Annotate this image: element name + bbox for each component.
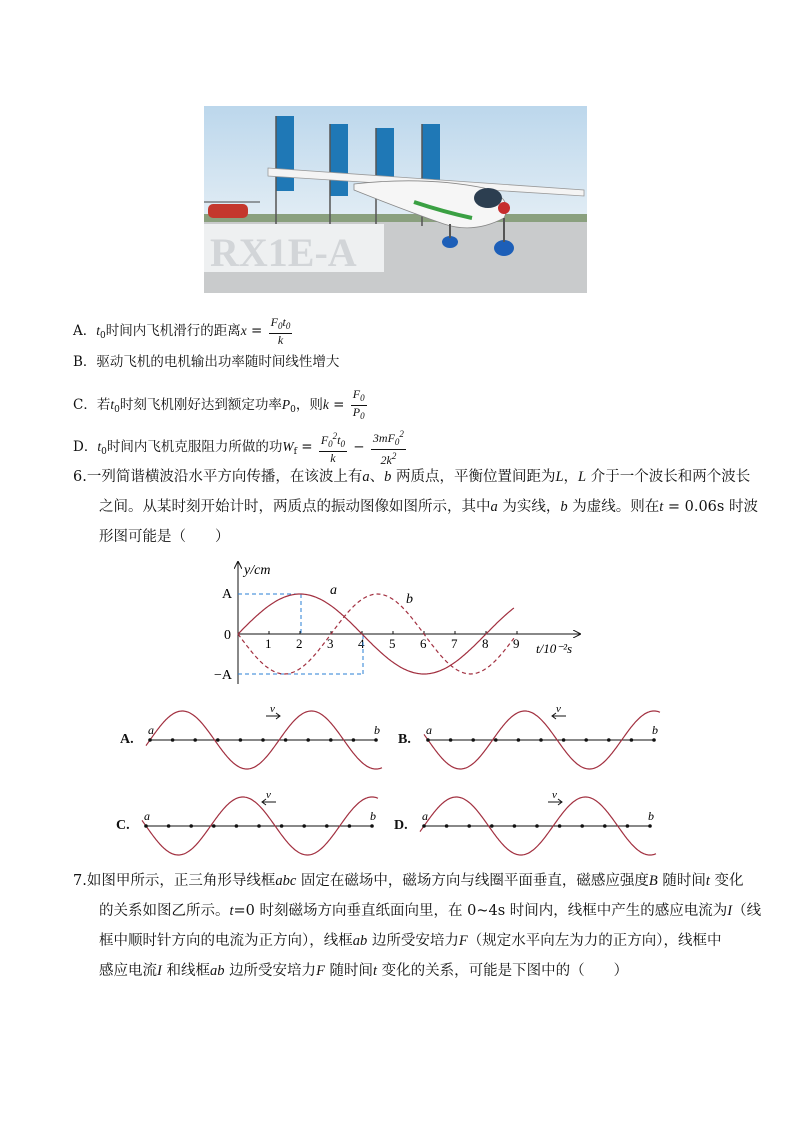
particle-dot	[302, 824, 306, 828]
point-b-label: b	[652, 723, 658, 737]
particle-dot	[171, 738, 175, 742]
q6-stem: 6.一列简谐横波沿水平方向传播，在该波上有a、b 两质点，平衡位置间距为L，L 介于一个波长和两个波长 之间。从某时刻开始计时，两质点的振动图像如图所示，其中a 为实线，b 为虚线。则在t = 0.06s 时波 形图可能是（ ）	[73, 469, 758, 545]
option-waveform	[144, 704, 406, 770]
point-a-label: a	[426, 723, 432, 737]
particle-dot	[513, 824, 517, 828]
option-waveform	[140, 790, 402, 856]
tick-label: 5	[389, 636, 396, 651]
particle-dot	[257, 824, 261, 828]
particle-dot	[539, 738, 543, 742]
particle-dot	[212, 824, 216, 828]
point-a-label: a	[148, 723, 154, 737]
particle-dot	[306, 738, 310, 742]
point-a-label: a	[144, 809, 150, 823]
y-axis-label: y/cm	[244, 563, 271, 578]
particle-dot	[189, 824, 193, 828]
particle-dot	[494, 738, 498, 742]
label-a: a	[330, 583, 337, 598]
formula-fraction: $\frac{F_0}{P_0}$	[352, 387, 365, 421]
q7-stem: 7.如图甲所示，正三角形导线框abc 固定在磁场中，磁场方向与线圈平面垂直，磁感应强度B 随时间t 变化 的关系如图乙所示。t=0 时刻磁场方向垂直纸面向里，在 0~4s 时间内，线框中产生的感应电流为I（线 框中顺时针方向的电流为正方向），线框ab 边所受安培力F（规定水平向左为力的正方向），线框中 感应电流I 和线框ab 边所受安培力F 随时间t 变化的关系，可能是下图中的（ ）	[73, 873, 762, 979]
particle-dot	[467, 824, 471, 828]
tick-label: 1	[265, 636, 272, 651]
point-b-label: b	[648, 809, 654, 823]
x-axis-label: t/10⁻²s	[536, 641, 573, 656]
particle-dot	[422, 824, 426, 828]
tick-label: 7	[451, 636, 458, 651]
aircraft-photo	[204, 106, 587, 293]
particle-dot	[239, 738, 243, 742]
formula-fraction: $\frac{3mF_0^2}{2k^2}$	[372, 429, 404, 467]
particle-dot	[216, 738, 220, 742]
particle-dot	[517, 738, 521, 742]
tick-label: 3	[327, 636, 334, 651]
particle-dot	[490, 824, 494, 828]
tick-label: 2	[296, 636, 303, 651]
particle-dot	[348, 824, 352, 828]
option-letter: C.	[116, 818, 130, 833]
neg-amp-label: −A	[214, 668, 233, 683]
particle-dot	[630, 738, 634, 742]
amp-label: A	[222, 587, 233, 602]
particle-dot	[374, 738, 378, 742]
sign-text: RX1E-A	[210, 230, 357, 275]
vibration-graph	[210, 556, 610, 690]
tick-label: 4	[358, 636, 365, 651]
particle-dot	[584, 738, 588, 742]
particle-dot	[329, 738, 333, 742]
q5-option-d: D．$t_0$时间内飞机克服阻力所做的功$W_f$ = $\frac{F_0^2t_0}{k}$ − $\frac{3mF_0^2}{2k^2}$	[73, 429, 404, 467]
particle-dot	[603, 824, 607, 828]
point-a-label: a	[422, 809, 428, 823]
q5-option-a: A．$t_0$时间内飞机滑行的距离x = $\frac{F_0t_0}{k}$	[73, 315, 291, 347]
option-waveform	[422, 704, 684, 770]
particle-dot	[167, 824, 171, 828]
particle-dot	[144, 824, 148, 828]
particle-dot	[284, 738, 288, 742]
particle-dot	[148, 738, 152, 742]
q5-option-c: C．若$t_0$时刻飞机刚好达到额定功率$P_0$，则k = $\frac{F_0}{P_0}$	[73, 387, 365, 421]
particle-dot	[426, 738, 430, 742]
option-letter: A.	[120, 732, 134, 747]
particle-dot	[558, 824, 562, 828]
particle-dot	[352, 738, 356, 742]
particle-dot	[445, 824, 449, 828]
velocity-label: v	[556, 704, 561, 715]
q5-option-b: B．驱动飞机的电机输出功率随时间线性增大	[73, 354, 340, 370]
option-letter: D.	[394, 818, 408, 833]
velocity-label: v	[266, 790, 271, 801]
tick-label: 9	[513, 636, 520, 651]
label-b: b	[406, 592, 413, 607]
origin-label: 0	[224, 628, 231, 643]
point-b-label: b	[370, 809, 376, 823]
particle-dot	[535, 824, 539, 828]
particle-dot	[449, 738, 453, 742]
point-b-label: b	[374, 723, 380, 737]
particle-dot	[235, 824, 239, 828]
velocity-label: v	[552, 790, 557, 801]
particle-dot	[193, 738, 197, 742]
tick-label: 6	[420, 636, 427, 651]
particle-dot	[325, 824, 329, 828]
formula-fraction: $\frac{F_0^2t_0}{k}$	[320, 431, 346, 465]
particle-dot	[562, 738, 566, 742]
particle-dot	[648, 824, 652, 828]
option-waveform	[418, 790, 680, 856]
particle-dot	[626, 824, 630, 828]
particle-dot	[261, 738, 265, 742]
tick-label: 8	[482, 636, 489, 651]
particle-dot	[280, 824, 284, 828]
particle-dot	[652, 738, 656, 742]
particle-dot	[607, 738, 611, 742]
velocity-label: v	[270, 704, 275, 715]
particle-dot	[370, 824, 374, 828]
formula-fraction: $\frac{F_0t_0}{k}$	[270, 315, 291, 347]
option-letter: B.	[398, 732, 411, 747]
particle-dot	[580, 824, 584, 828]
particle-dot	[471, 738, 475, 742]
